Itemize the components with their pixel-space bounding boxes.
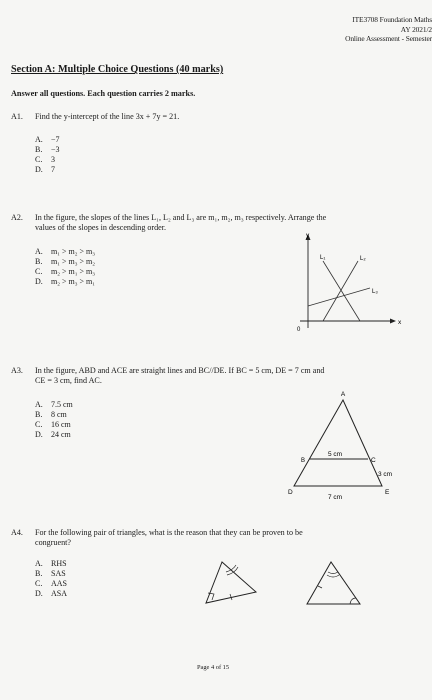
triangle-ade	[294, 400, 382, 486]
option-d[interactable]: D. 24 cm	[35, 430, 71, 439]
option-a[interactable]: A. −7	[35, 135, 60, 144]
option-d[interactable]: D. 7	[35, 165, 55, 174]
question-number: A3.	[11, 366, 23, 375]
vertex-b-label: B	[301, 458, 306, 464]
question-text-line1: In the figure, the slopes of the lines L₁, L₂ and L₃ are m₁, m₂, m₃ respectively. Arrange the	[35, 213, 327, 222]
slopes-figure	[280, 228, 420, 340]
a2-options	[35, 247, 95, 287]
header-course: ITE3708 Foundation Maths	[352, 15, 432, 24]
option-b[interactable]: B. −3	[35, 145, 60, 154]
question-number: A2.	[11, 213, 23, 222]
option-c[interactable]: C. m₂ > m₁ > m₃	[35, 267, 96, 276]
option-d[interactable]: D. ASA	[35, 589, 68, 598]
question-text-line1: In the figure, ABD and ACE are straight lines and BC//DE. If BC = 5 cm, DE = 7 cm and	[35, 366, 325, 375]
option-a[interactable]: A. m₁ > m₂ > m₃	[35, 247, 96, 256]
triangle-right	[307, 562, 360, 604]
question-text-line2: congruent?	[35, 538, 71, 547]
instructions: Answer all questions. Each question carries 2 marks.	[11, 89, 196, 98]
angle-mark	[226, 565, 236, 572]
question-text-line1: For the following pair of triangles, what is the reason that they can be proven to be	[35, 528, 303, 537]
vertex-c-label: C	[371, 457, 376, 464]
tick-mark	[318, 586, 322, 588]
angle-mark	[328, 572, 338, 574]
angle-mark	[327, 575, 339, 577]
document-header	[345, 15, 432, 44]
ce-length-label: 3 cm	[378, 471, 393, 478]
origin-label: 0	[297, 327, 301, 333]
option-c[interactable]: C. 16 cm	[35, 420, 71, 429]
a4-options	[35, 559, 67, 599]
congruent-triangles-figure	[200, 548, 370, 618]
angle-mark	[350, 598, 356, 604]
page-number: Page 4 of 15	[196, 664, 230, 671]
vertex-a-label: A	[340, 391, 346, 398]
option-a[interactable]: A. 7.5 cm	[35, 400, 73, 409]
option-c[interactable]: C. 3	[35, 155, 55, 164]
option-d[interactable]: D. m₂ > m₃ > m₁	[35, 277, 96, 286]
option-b[interactable]: B. 8 cm	[35, 410, 67, 419]
x-axis-label: x	[398, 319, 402, 326]
label-l2: L₂	[360, 256, 366, 262]
de-length-label: 7 cm	[328, 494, 343, 501]
vertex-d-label: D	[288, 489, 293, 496]
triangle-left	[206, 562, 256, 603]
line-l3	[308, 288, 370, 306]
question-number: A4.	[11, 528, 23, 537]
a3-options	[35, 400, 73, 440]
header-assessment: Online Assessment - Semester	[345, 34, 432, 44]
label-l1: L₁	[320, 255, 326, 261]
option-b[interactable]: B. SAS	[35, 569, 66, 578]
question-a1	[11, 112, 411, 124]
question-text-line2: CE = 3 cm, find AC.	[35, 376, 102, 385]
section-title: Section A: Multiple Choice Questions (40 marks)	[11, 64, 224, 75]
y-axis-label: y	[306, 232, 310, 239]
similar-triangles-figure	[270, 386, 400, 506]
header-year: AY 2021/2	[400, 24, 432, 34]
vertex-e-label: E	[385, 489, 390, 496]
option-b[interactable]: B. m₁ > m₃ > m₂	[35, 257, 96, 266]
question-text: Find the y-intercept of the line 3x + 7y = 21.	[35, 112, 180, 121]
question-text-line2: values of the slopes in descending order.	[35, 223, 167, 232]
bc-length-label: 5 cm	[328, 451, 343, 458]
a1-options	[35, 135, 60, 175]
option-a[interactable]: A. RHS	[35, 559, 67, 568]
label-l3: L₃	[372, 289, 378, 295]
question-number: A1.	[11, 112, 23, 121]
x-axis-arrow	[390, 319, 396, 324]
option-c[interactable]: C. AAS	[35, 579, 68, 588]
